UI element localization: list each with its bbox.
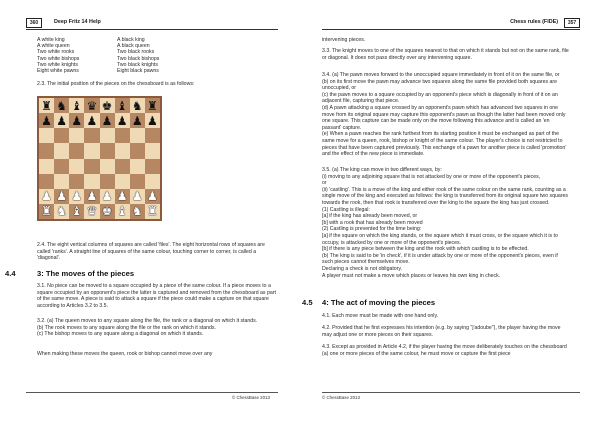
board-square [100,98,115,113]
board-square [54,113,69,128]
black-piece-entry: A black queen [117,43,150,50]
footer-divider [322,392,580,393]
board-square [100,143,115,158]
pieces-table [37,37,237,77]
black-piece-entry: Two black rooks [117,49,155,56]
board-square [115,143,130,158]
board-square [69,128,84,143]
board-square [54,128,69,143]
board-square [115,113,130,128]
black-rook-icon: ♜ [41,98,52,113]
black-bishop-icon: ♝ [116,98,128,113]
footer-divider [26,392,278,393]
header-title: Chess rules (FIDE) [510,19,558,25]
board-square [39,143,54,158]
paragraph-2-3: 2.3. The initial position of the pieces on the chessboard is as follows: [37,81,195,87]
board-square [69,113,84,128]
board-square [145,189,160,204]
board-square [84,143,99,158]
board-square [115,128,130,143]
white-king-icon: ♚ [101,204,113,219]
board-square [84,204,99,219]
black-pawn-icon: ♟ [131,113,143,128]
white-queen-icon: ♛ [86,204,98,219]
black-rook-icon: ♜ [147,98,158,113]
board-square [130,174,145,189]
board-square [145,204,160,219]
board-square [69,159,84,174]
paragraph-intervening: intervening pieces. [322,37,366,43]
board-square [130,128,145,143]
paragraph-3-5: 3.5. (a) The king can move in two different ways, by: (i) moving to any adjoining square that is not attacked by one or more of the opponent's pieces, or (ii) 'castling'. This is a move of the king and either rook of the same colour on the same rank, counting as a single move of the king and executed as follows: the king is transferred from its original square two squares towards the rook, then that rook is transferred over the king to the square the king has just crossed. (1) Castling is illegal: [a] if the king has already been moved, or [b] with a rook that has already been moved (2) Castling is prevented for the time being: [a] if the square on which the king stands, or the square which it must cross, or the square which it is to occupy, is attacked by one or more of the opponent's pieces. [b] if there is any piece between the king and the rook with which castling is to be effected. (b) The king is said to be 'in check', if it is under attack by one or more of the opponent's pieces, even if such pieces cannot themselves move. Declaring a check is not obligatory. A player must not make a move which places or leaves his own king in check. [322,167,568,279]
board-square [84,128,99,143]
board-square [54,174,69,189]
board-square [54,159,69,174]
white-knight-icon: ♞ [56,204,68,219]
board-square [130,113,145,128]
board-square [84,174,99,189]
white-pawn-icon: ♟ [71,189,83,204]
board-square [39,174,54,189]
board-square [145,159,160,174]
paragraph-2-4: 2.4. The eight vertical columns of squares are called 'files'. The eight horizontal rows of squares are called 'ranks'. A straight line of squares of the same colour, touching corner to corner, is called a 'diagonal'. [37,242,265,262]
black-knight-icon: ♞ [56,98,68,113]
footer-copyright: © ChessBase 2013 [232,395,270,400]
paragraph-3-3: 3.3. The knight moves to one of the squares nearest to that on which it stands but not on the same rank, file or diagonal. It does not pass directly over any intervening square. [322,48,569,61]
board-square [115,174,130,189]
white-pawn-icon: ♟ [56,189,68,204]
page-header [26,18,276,29]
board-square [100,159,115,174]
black-piece-entry: Two black bishops [117,55,160,62]
white-piece-entry: Two white bishops [37,55,80,62]
board-square [54,98,69,113]
board-square [145,98,160,113]
board-square [130,98,145,113]
board-square [84,189,99,204]
board-square [69,174,84,189]
section-number: 4.5 [302,298,313,307]
board-square [69,143,84,158]
black-pawn-icon: ♟ [116,113,128,128]
board-square [39,128,54,143]
board-square [130,204,145,219]
header-divider [26,29,278,30]
white-rook-icon: ♜ [147,204,158,219]
section-title: 4: The act of moving the pieces [322,298,436,307]
page-number: 360 [26,18,42,28]
black-king-icon: ♚ [101,98,113,113]
board-square [69,98,84,113]
black-pawn-icon: ♟ [71,113,83,128]
board-square [84,159,99,174]
white-piece-entry: Two white knights [37,61,78,68]
black-piece-entry: A black king [117,37,145,43]
board-square [145,143,160,158]
page-header [322,18,580,29]
board-square [100,174,115,189]
white-bishop-icon: ♝ [116,204,128,219]
white-pawn-icon: ♟ [101,189,113,204]
white-pieces-column [37,37,79,74]
board-square [39,98,54,113]
chessboard [37,96,162,221]
black-pawn-icon: ♟ [101,113,113,128]
section-number: 4.4 [5,269,16,278]
paragraph-3-2: 3.2. (a) The queen moves to any square along the file, the rank or a diagonal on which it stands. (b) The rook moves to any square along the file or the rank on which it stands. (c) The bishop moves to any square along a diagonal on which it stands. [37,318,258,338]
black-bishop-icon: ♝ [71,98,83,113]
board-square [39,189,54,204]
section-heading [5,269,285,279]
black-piece-entry: Eight black pawns [117,68,159,75]
board-square [100,189,115,204]
black-pawn-icon: ♟ [147,113,158,128]
board-square [130,159,145,174]
paragraph-4-3: 4.3. Except as provided in Article 4.2, if the player having the move deliberately touches on the chessboard (a) one or more pieces of the same colour, he must move or capture the first piece [322,344,567,357]
board-square [115,159,130,174]
section-heading [302,298,582,308]
white-knight-icon: ♞ [131,204,143,219]
board-square [39,204,54,219]
footer-copyright: © ChessBase 2013 [322,395,360,400]
board-square [100,204,115,219]
white-piece-entry: A white king [37,37,65,43]
board-square [84,113,99,128]
paragraph-queen: When making these moves the queen, rook or bishop cannot move over any [37,351,213,357]
black-knight-icon: ♞ [131,98,143,113]
board-square [115,189,130,204]
white-bishop-icon: ♝ [71,204,83,219]
board-square [145,113,160,128]
board-square [39,159,54,174]
paragraph-3-4: 3.4. (a) The pawn moves forward to the unoccupied square immediately in front of it on the same file, or (b) on its first move the pawn may advance two squares along the same file provided both squares are unoccupied, or (c) the pawn moves to a square occupied by an opponent's piece which is diagonally in front of it on an adjacent file, capturing that piece. (d) A pawn attacking a square crossed by an opponent's pawn which has advanced two squares in one move from its original square may capture this opponent's pawn as though the latter had been moved only one square. This capture can be made only on the move following this advance and is called an 'en passant' capture. (e) When a pawn reaches the rank furthest from its starting position it must be exchanged as part of the same move for a queen, rook, bishop or knight of the same colour. The player's choice is not restricted to pieces that have been captured previously. This exchange of a pawn for another piece is called 'promotion' and the effect of the new piece is immediate. [322,72,567,158]
header-divider [322,29,580,30]
black-pawn-icon: ♟ [56,113,68,128]
board-square [69,189,84,204]
right-page [300,0,600,424]
board-square [100,113,115,128]
white-pawn-icon: ♟ [147,189,158,204]
board-square [145,128,160,143]
board-square [115,204,130,219]
board-square [69,204,84,219]
white-piece-entry: Eight white pawns [37,68,79,75]
board-square [84,98,99,113]
white-piece-entry: Two white rooks [37,49,75,56]
white-rook-icon: ♜ [41,204,52,219]
header-title: Deep Fritz 14 Help [54,19,101,25]
paragraph-4-1: 4.1. Each move must be made with one hand only. [322,313,439,319]
black-pawn-icon: ♟ [41,113,52,128]
board-square [115,98,130,113]
page-number: 357 [564,18,580,28]
board-square [130,143,145,158]
black-pawn-icon: ♟ [86,113,98,128]
board-square [39,113,54,128]
white-pawn-icon: ♟ [41,189,52,204]
white-pawn-icon: ♟ [86,189,98,204]
black-queen-icon: ♛ [86,98,98,113]
board-square [54,143,69,158]
board-square [130,189,145,204]
white-pawn-icon: ♟ [131,189,143,204]
section-title: 3: The moves of the pieces [37,269,135,278]
white-pawn-icon: ♟ [116,189,128,204]
board-square [100,128,115,143]
black-pieces-column [117,37,159,74]
paragraph-4-2: 4.2. Provided that he first expresses his intention (e.g. by saying "j'adoube"), the player having the move may adjust one or more pieces on their squares. [322,325,561,338]
board-square [54,204,69,219]
board-square [145,174,160,189]
paragraph-3-1: 3.1. No piece can be moved to a square occupied by a piece of the same colour. If a piece moves to a square occupied by an opponent's piece the latter is captured and removed from the chessboard as part of the same move. A piece is said to attack a square if the piece could make a capture on that square according to Articles 3.2 to 3.5. [37,283,276,309]
chessboard-grid [39,98,160,219]
board-square [54,189,69,204]
black-piece-entry: Two black knights [117,61,158,68]
white-piece-entry: A white queen [37,43,70,50]
